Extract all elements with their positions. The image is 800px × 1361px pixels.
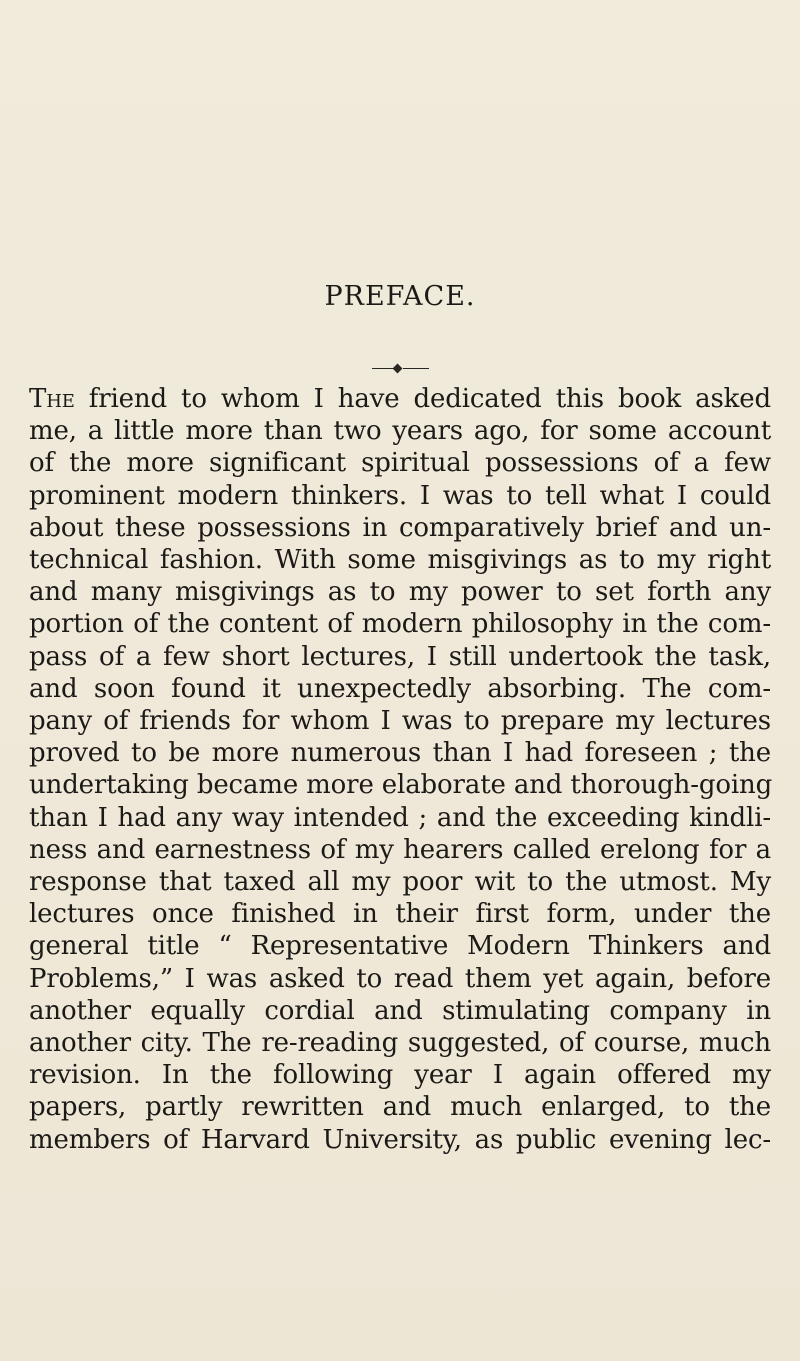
paragraph-line: general title “ Representative Modern Thinkers and (29, 931, 771, 962)
paragraph-line: undertaking became more elaborate and thorough-going (29, 770, 773, 801)
paragraph-line: another city. The re-reading suggested, of course, much (29, 1028, 771, 1059)
paragraph-line: and many misgivings as to my power to set forth any (29, 577, 771, 608)
paragraph-line: response that taxed all my poor wit to the utmost. My (29, 867, 771, 898)
paragraph-line: members of Harvard University, as public evening lec- (29, 1124, 771, 1155)
paragraph-line: portion of the content of modern philosophy in the com- (29, 609, 771, 640)
paragraph-line: of the more significant spiritual possessions of a few (29, 448, 771, 479)
paragraph-line: about these possessions in comparatively brief and un- (29, 512, 771, 543)
paragraph-line: Problems,” I was asked to read them yet again, before (29, 963, 771, 994)
ornament-diamond (393, 364, 403, 374)
paragraph-line: technical fashion. With some misgivings as to my right (29, 545, 771, 576)
paragraph-line: lectures once finished in their first form, under the (29, 899, 771, 930)
page-title: PREFACE. (324, 281, 476, 312)
paragraph-line: than I had any way intended ; and the exceeding kindli- (29, 802, 771, 833)
paragraph-line: prominent modern thinkers. I was to tell what I could (29, 480, 771, 511)
paragraph-line: and soon found it unexpectedly absorbing. The com- (29, 673, 771, 704)
paragraph-line: ness and earnestness of my hearers called erelong for a (29, 834, 771, 865)
paragraph-line: proved to be more numerous than I had foreseen ; the (29, 738, 771, 769)
paragraph-line: papers, partly rewritten and much enlarged, to the (29, 1092, 771, 1123)
paragraph-line: pass of a few short lectures, I still undertook the task, (29, 641, 771, 672)
ornament-right-rule (403, 368, 429, 369)
diamond-rule-icon (372, 364, 429, 374)
ornament-left-rule (372, 368, 394, 369)
opening-word: The (29, 384, 75, 414)
paragraph-line: The friend to whom I have dedicated this book asked (29, 384, 771, 414)
paragraph-line: another equally cordial and stimulating company in (29, 995, 771, 1026)
preface-paragraph (29, 383, 771, 1156)
paragraph-line: pany of friends for whom I was to prepare my lectures (29, 706, 771, 737)
paragraph-line: me, a little more than two years ago, for some account (29, 416, 771, 447)
paragraph-line: revision. In the following year I again offered my (29, 1060, 771, 1091)
